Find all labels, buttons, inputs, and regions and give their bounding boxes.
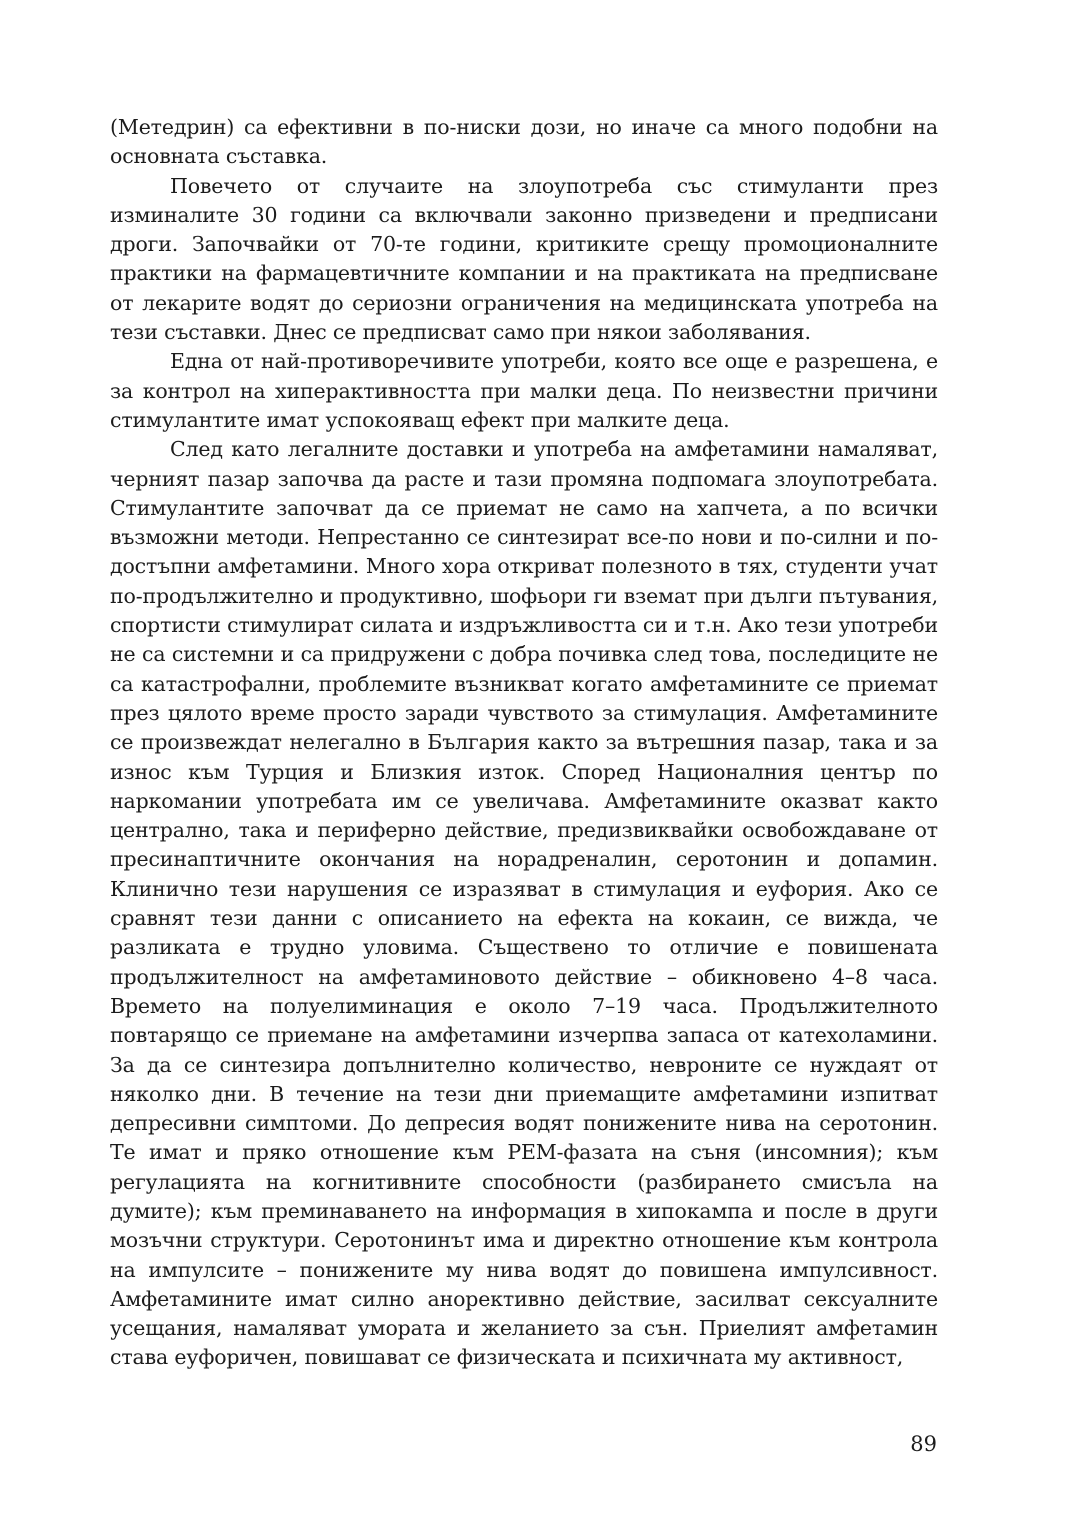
body-text: [110, 113, 938, 1373]
paragraph-black-market-amphetamines: След като легалните доставки и употреба на амфетамини намаляват, черният пазар започва да расте и тази промяна подпомага злоупотребата. Стимулантите започват да се приемат не само на хапчета, а по всички възможни методи. Непрестанно се синтезират все-по нови и по-силни и по-достъпни амфетамини. Много хора откриват полезното в тях, студенти учат по-продължително и продуктивно, шофьори ги вземат при дълги пътувания, спортисти стимулират силата и издръжливостта си и т.н. Ако тези употреби не са системни и са придружени с добра почивка след това, последиците не са катастрофални, проблемите възникват когато амфетамините се приемат през цялото време просто заради чувството за стимулация. Амфетамините се произвеждат нелегално в България както за вътрешния пазар, така и за износ към Турция и Близкия изток. Според Националния център по наркомании употребата им се увеличава. Амфетамините оказват както централно, така и периферно действие, предизвиквайки освобождаване от пресинаптичните окончания на норадреналин, серотонин и допамин. Клинично тези нарушения се изразяват в стимулация и еуфория. Ако се сравнят тези данни с описанието на ефекта на кокаин, се вижда, че разликата е трудно уловима. Съществено то отличие е повишената продължителност на амфетаминовото действие – обикновено 4–8 часа. Времето на полуелиминация е около 7–19 часа. Продължителното повтарящо се приемане на амфетамини изчерпва запаса от катехоламини. За да се синтезира допълнително количество, невроните се нуждаят от няколко дни. В течение на тези дни приемащите амфетамини изпитват депресивни симптоми. До депресия водят понижените нива на серотонин. Те имат и пряко отношение към РЕМ-фазата на съня (инсомния); към регулацията на когнитивните способности (разбирането смисъла на думите); към преминаването на информация в хипокампа и после в други мозъчни структури. Серотонинът има и директно отношение към контрола на импулсите – понижените му нива водят до повишена импулсивност. Амфетамините имат силно анорективно действие, засилват сексуалните усещания, намаляват умората и желанието за сън. Приелият амфетамин става еуфоричен, повишават се физическата и психичната му активност,: [110, 437, 938, 1370]
paragraph-hyperactivity-use: Една от най-противоречивите употреби, която все още е разрешена, е за контрол на хиперактивността при малки деца. По неизвестни причини стимулантите имат успокояващ ефект при малките деца.: [110, 349, 938, 432]
paragraph-stimulant-abuse-history: Повечето от случаите на злоупотреба със стимуланти през изминалите 30 години са включвали законно призведени и предписани дроги. Започвайки от 70-те години, критиките срещу промоционалните практики на фармацевтичните компании и на практиката на предписване от лекарите водят до сериозни ограничения на медицинската употреба на тези съставки. Днес се предписват само при някои заболявания.: [110, 173, 938, 345]
paragraph-continuation: (Метедрин) са ефективни в по-ниски дози, но иначе са много подобни на основната съставка.: [110, 115, 938, 169]
page-number: 89: [910, 1432, 937, 1456]
